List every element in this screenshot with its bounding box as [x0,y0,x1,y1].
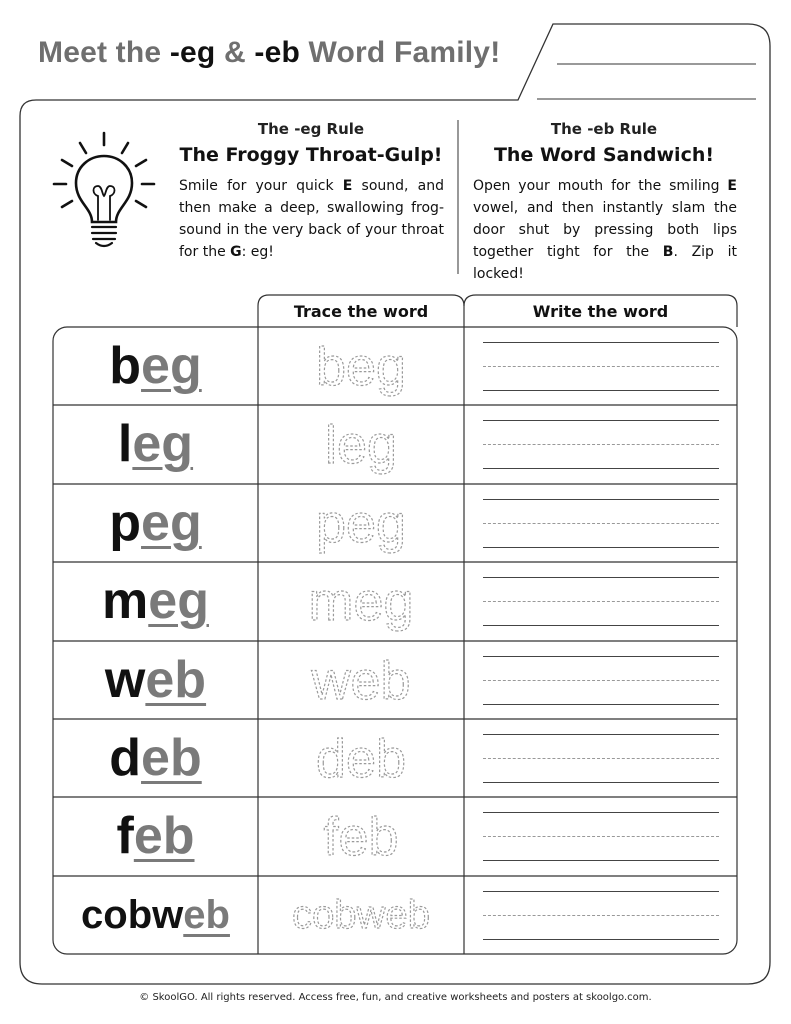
svg-text:web: web [311,651,411,711]
trace-word-cell[interactable] [258,876,464,954]
example-word [53,484,258,562]
example-word [53,327,258,405]
example-word [53,876,258,954]
write-word-cell[interactable] [483,562,719,640]
table-row [53,641,737,719]
word-rime: eg [141,494,202,552]
write-column-header: Write the word [532,302,669,321]
eg-rule-name: The Froggy Throat-Gulp! [179,144,443,166]
example-word [53,405,258,483]
eb-rule-name: The Word Sandwich! [493,144,715,166]
example-word [53,562,258,640]
table-row [53,719,737,797]
write-line-mid [483,444,719,445]
table-row [53,876,737,954]
trace-word-cell[interactable] [258,797,464,875]
svg-text:feb: feb [323,807,399,867]
write-line-top [483,734,719,735]
trace-word-outline [258,876,464,954]
write-line-mid [483,836,719,837]
trace-word-cell[interactable] [258,405,464,483]
table-row [53,405,737,483]
word-rime: eg [141,337,202,395]
word-onset: b [109,337,142,395]
write-line-mid [483,758,719,759]
lightbulb-icon [54,133,154,246]
word-rime: eg [132,415,194,473]
write-line-mid [483,366,719,367]
write-line-mid [483,915,719,916]
write-line-base [483,625,719,626]
write-word-cell[interactable] [483,327,719,405]
svg-text:cobweb: cobweb [292,893,430,937]
trace-word-cell[interactable] [258,562,464,640]
write-line-mid [483,523,719,524]
write-line-base [483,468,719,469]
eg-rule-label: The -eg Rule [257,120,365,138]
write-line-top [483,656,719,657]
eg-rule-heading [176,120,446,166]
word-onset: l [117,415,133,473]
word-rime: eg [148,572,209,630]
table-row [53,327,737,405]
table-row [53,797,737,875]
svg-text:beg: beg [315,337,407,397]
trace-word-cell[interactable] [258,484,464,562]
write-line-mid [483,680,719,681]
eb-rule-label: The -eb Rule [550,120,658,138]
footer-copyright: © SkoolGO. All rights reserved. Access free, fun, and creative worksheets and posters at skoolgo.com. [139,992,652,1003]
word-onset: d [109,729,142,787]
write-word-cell[interactable] [483,484,719,562]
example-word [53,719,258,797]
write-line-mid [483,601,719,602]
write-line-top [483,577,719,578]
eg-rule-text: Smile for your quick E sound, and then make a deep, swallowing frog-sound in the very back of your throat for the G: eg! [179,178,444,260]
svg-text:meg: meg [308,572,414,632]
trace-word-outline [258,719,464,797]
write-line-top [483,812,719,813]
word-onset: f [116,807,134,865]
trace-word-outline [258,327,464,405]
trace-word-cell[interactable] [258,327,464,405]
trace-word-outline [258,405,464,483]
eb-rule-heading [468,120,740,166]
write-line-base [483,704,719,705]
write-line-base [483,547,719,548]
word-onset: cobw [81,893,184,937]
table-row [53,562,737,640]
write-line-base [483,939,719,940]
word-onset: p [109,494,142,552]
eb-rule-text: Open your mouth for the smiling E vowel, and then instantly slam the door shut by pressing both lips together tight for the B. Zip it locked! [473,178,737,282]
word-rime: eb [145,651,207,709]
trace-word-outline [258,641,464,719]
write-line-base [483,782,719,783]
trace-word-outline [258,562,464,640]
write-line-top [483,891,719,892]
table-row [53,484,737,562]
svg-text:deb: deb [315,729,407,789]
svg-text:leg: leg [324,415,398,475]
word-onset: m [102,572,149,630]
write-word-cell[interactable] [483,719,719,797]
example-word [53,641,258,719]
page-title: Meet the -eg & -eb Word Family! [38,36,501,69]
word-onset: w [104,651,146,709]
example-word [53,797,258,875]
write-word-cell[interactable] [483,405,719,483]
word-rime: eb [141,729,202,787]
write-word-cell[interactable] [483,641,719,719]
trace-word-outline [258,797,464,875]
trace-word-outline [258,484,464,562]
write-word-cell[interactable] [483,876,719,954]
trace-word-cell[interactable] [258,641,464,719]
word-rime: eb [133,807,195,865]
word-rime: eb [183,893,230,937]
trace-column-header: Trace the word [293,302,429,321]
trace-word-cell[interactable] [258,719,464,797]
write-line-top [483,420,719,421]
write-line-base [483,860,719,861]
write-line-top [483,342,719,343]
svg-text:peg: peg [315,494,407,554]
write-word-cell[interactable] [483,797,719,875]
write-line-base [483,390,719,391]
write-line-top [483,499,719,500]
